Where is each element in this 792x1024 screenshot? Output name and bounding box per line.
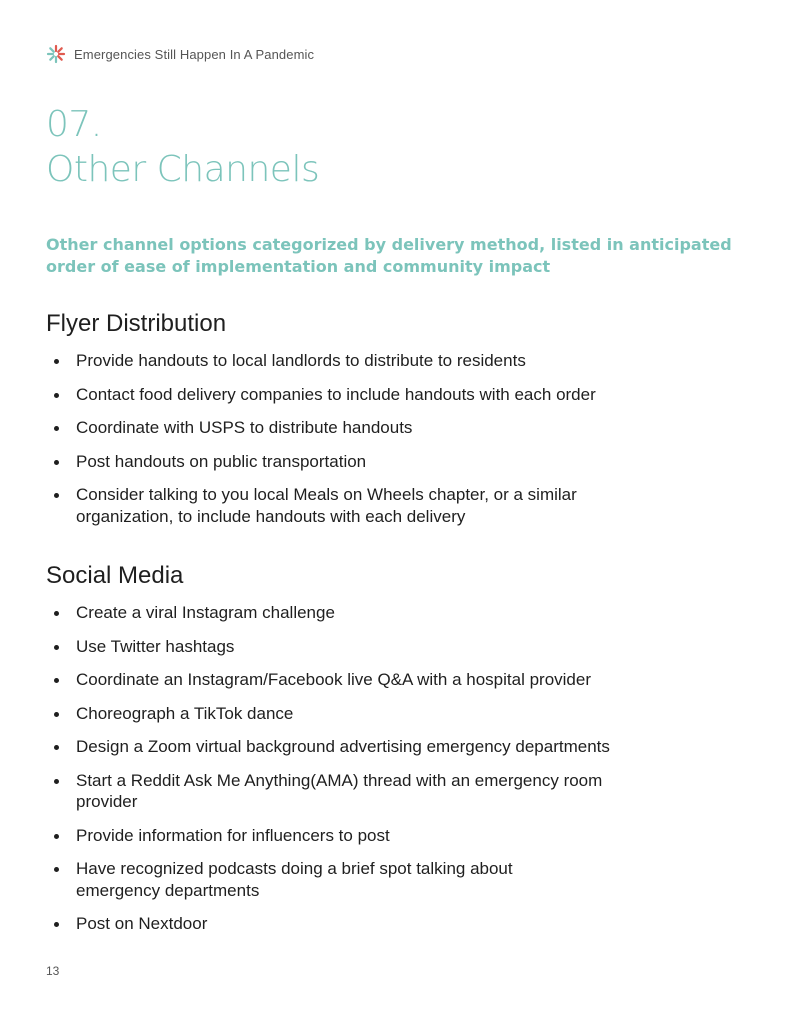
list-item	[46, 913, 746, 935]
starburst-logo-icon	[46, 44, 66, 64]
bullet-dot-icon	[54, 834, 59, 839]
header-title: Emergencies Still Happen In A Pandemic	[74, 46, 315, 62]
list-item	[46, 825, 746, 847]
bullet-dot-icon	[54, 460, 59, 465]
bullet-dot-icon	[54, 611, 59, 616]
group-social-media	[46, 562, 746, 947]
list-item-text: Post on Nextdoor	[76, 914, 208, 933]
list-item-text: Coordinate with USPS to distribute handouts	[76, 418, 413, 437]
bullet-dot-icon	[54, 922, 59, 927]
list-item-text: Start a Reddit Ask Me Anything(AMA) thread with an emergency room provider	[76, 770, 603, 811]
list-item-text: Create a viral Instagram challenge	[76, 603, 335, 622]
list-item-text: Choreograph a TikTok dance	[76, 703, 294, 723]
list-item-text: Contact food delivery companies to include handouts with each order	[76, 384, 596, 404]
bullet-list	[46, 602, 746, 935]
list-item	[46, 417, 746, 439]
bullet-dot-icon	[54, 745, 59, 750]
bullet-dot-icon	[54, 393, 59, 398]
bullet-dot-icon	[54, 712, 59, 717]
bullet-dot-icon	[54, 359, 59, 364]
list-item	[46, 451, 746, 473]
list-item	[46, 384, 746, 406]
list-item	[46, 350, 746, 372]
list-item-text: Provide information for influencers to post	[76, 825, 390, 845]
group-heading: Social Media	[46, 562, 184, 589]
group-heading: Flyer Distribution	[46, 310, 227, 337]
list-item-text: Have recognized podcasts doing a brief spot talking about emergency departments	[76, 859, 513, 900]
list-item	[46, 703, 746, 725]
bullet-dot-icon	[54, 678, 59, 683]
list-item	[46, 636, 746, 658]
list-item-text: Consider talking to you local Meals on Wheels chapter, or a similar organization, to include handouts with each delivery	[76, 485, 577, 526]
list-item-text: Provide handouts to local landlords to distribute to residents	[76, 351, 526, 370]
bullet-dot-icon	[54, 426, 59, 431]
bullet-dot-icon	[54, 645, 59, 650]
list-item	[46, 858, 596, 901]
page-header	[46, 44, 314, 64]
list-item	[46, 736, 746, 758]
section-title: Other Channels	[46, 149, 320, 190]
group-flyer-distribution	[46, 310, 746, 539]
list-item-text: Use Twitter hashtags	[76, 636, 235, 656]
list-item-text: Post handouts on public transportation	[76, 451, 367, 471]
list-item	[46, 484, 636, 527]
section-number: 07.	[46, 104, 102, 145]
list-item	[46, 770, 636, 813]
bullet-dot-icon	[54, 867, 59, 872]
list-item-text: Coordinate an Instagram/Facebook live Q&A with a hospital provider	[76, 670, 591, 689]
list-item	[46, 669, 746, 691]
page-number: 13	[46, 964, 60, 978]
list-item	[46, 602, 746, 624]
bullet-list	[46, 350, 746, 527]
bullet-dot-icon	[54, 493, 59, 498]
section-subtitle: Other channel options categorized by delivery method, listed in anticipated order of ease of implementation and community impact	[46, 235, 732, 276]
bullet-dot-icon	[54, 779, 59, 784]
list-item-text: Design a Zoom virtual background advertising emergency departments	[76, 737, 610, 756]
